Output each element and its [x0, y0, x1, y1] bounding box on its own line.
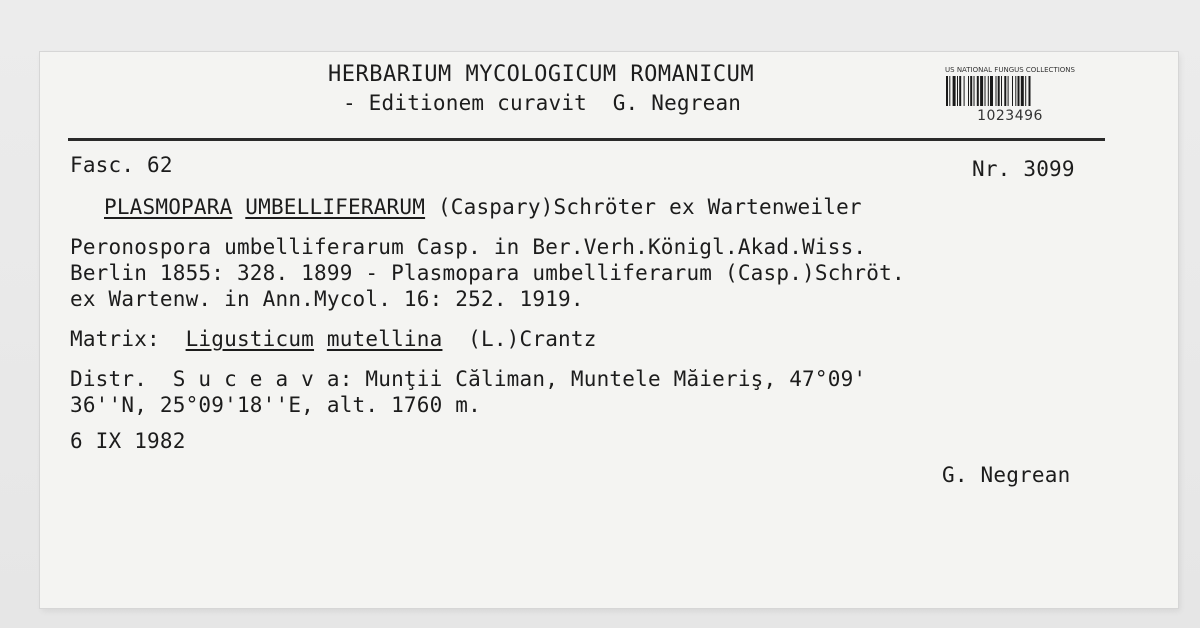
- species-authority: (Caspary)Schröter ex Wartenweiler: [437, 195, 862, 219]
- synonymy-line-3: ex Wartenw. in Ann.Mycol. 16: 252. 1919.: [70, 287, 584, 311]
- matrix-epithet: mutellina: [326, 327, 443, 351]
- distribution-line-2: 36''N, 25°09'18''E, alt. 1760 m.: [70, 393, 481, 417]
- species-genus: PLASMOPARA: [104, 195, 233, 219]
- matrix-label: Matrix:: [70, 327, 160, 351]
- header-title: HERBARIUM MYCOLOGICUM ROMANICUM: [328, 62, 755, 87]
- barcode-bars: [946, 76, 1076, 106]
- header-divider: [68, 138, 1105, 141]
- collection-date: 6 IX 1982: [70, 429, 186, 453]
- barcode-number: 1023496: [977, 108, 1043, 124]
- header-editor: - Editionem curavit G. Negrean: [343, 91, 742, 115]
- barcode-caption: US NATIONAL FUNGUS COLLECTIONS: [945, 66, 1075, 74]
- fascicle-number: Fasc. 62: [70, 153, 173, 177]
- synonymy-line-1: Peronospora umbelliferarum Casp. in Ber.Verh.Königl.Akad.Wiss.: [70, 235, 867, 259]
- distribution-line-1: Distr. S u c e a v a: Munţii Căliman, Muntele Măieriş, 47°09': [70, 367, 867, 391]
- collector-name: G. Negrean: [942, 463, 1071, 487]
- matrix-genus: Ligusticum: [185, 327, 315, 351]
- species-epithet: UMBELLIFERARUM: [245, 195, 426, 219]
- barcode: [940, 66, 1080, 128]
- synonymy-line-2: Berlin 1855: 328. 1899 - Plasmopara umbelliferarum (Casp.)Schröt.: [70, 261, 905, 285]
- exsiccata-number: Nr. 3099: [972, 157, 1075, 181]
- species-name: [104, 194, 862, 220]
- matrix-line: [70, 326, 597, 352]
- matrix-authority: (L.)Crantz: [468, 327, 597, 351]
